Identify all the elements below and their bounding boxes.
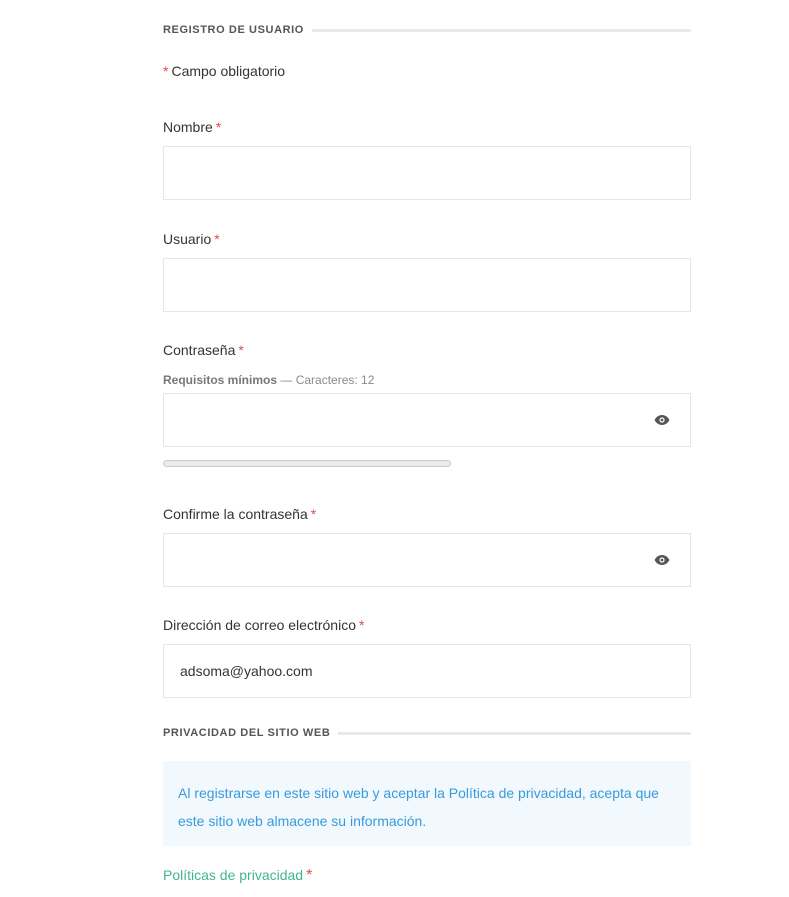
password-label-text: Contraseña (163, 342, 236, 358)
confirm-password-input[interactable] (164, 534, 634, 586)
password-field[interactable] (163, 393, 691, 447)
privacy-notice (163, 761, 691, 846)
confirm-password-field[interactable] (163, 533, 691, 587)
privacy-policy-link[interactable]: Políticas de privacidad (163, 867, 304, 883)
required-asterisk: * (306, 867, 313, 884)
email-field[interactable] (163, 644, 691, 698)
privacy-section-title: PRIVACIDAD DEL SITIO WEB (163, 727, 331, 739)
password-hint-text: — Caracteres: 12 (277, 373, 375, 387)
name-label (163, 119, 221, 135)
password-label (163, 342, 244, 358)
username-label (163, 231, 220, 247)
confirm-password-label-text: Confirme la contraseña (163, 506, 308, 522)
privacy-policy-row (163, 867, 312, 885)
required-field-note (163, 63, 285, 79)
password-hint-bold: Requisitos mínimos (163, 373, 278, 387)
required-asterisk: * (215, 119, 222, 135)
privacy-section-header (163, 727, 691, 739)
required-note-text: Campo obligatorio (171, 63, 286, 79)
eye-icon[interactable] (654, 554, 670, 566)
section-divider (338, 732, 691, 735)
privacy-notice-text: Al registrarse en este sitio web y aceptar la Política de privacidad, acepta que este sitio web almacene su información. (178, 785, 659, 829)
password-input[interactable] (164, 394, 634, 446)
password-strength-meter (163, 460, 451, 467)
required-asterisk: * (214, 231, 220, 247)
registration-section-header (163, 24, 691, 36)
email-label-text: Dirección de correo electrónico (163, 617, 356, 633)
required-asterisk: * (310, 506, 317, 522)
section-divider (312, 29, 691, 32)
email-label (163, 617, 364, 633)
required-asterisk: * (163, 63, 169, 79)
required-asterisk: * (358, 617, 365, 633)
password-requirements-hint (163, 373, 374, 387)
username-input[interactable] (164, 259, 634, 311)
registration-section-title: REGISTRO DE USUARIO (163, 24, 304, 36)
required-asterisk: * (238, 342, 244, 358)
name-input[interactable] (164, 147, 634, 199)
name-field[interactable] (163, 146, 691, 200)
username-label-text: Usuario (163, 231, 212, 247)
name-label-text: Nombre (163, 119, 213, 135)
confirm-password-label (163, 506, 316, 522)
eye-icon[interactable] (654, 414, 670, 426)
username-field[interactable] (163, 258, 691, 312)
email-input[interactable] (164, 645, 634, 697)
